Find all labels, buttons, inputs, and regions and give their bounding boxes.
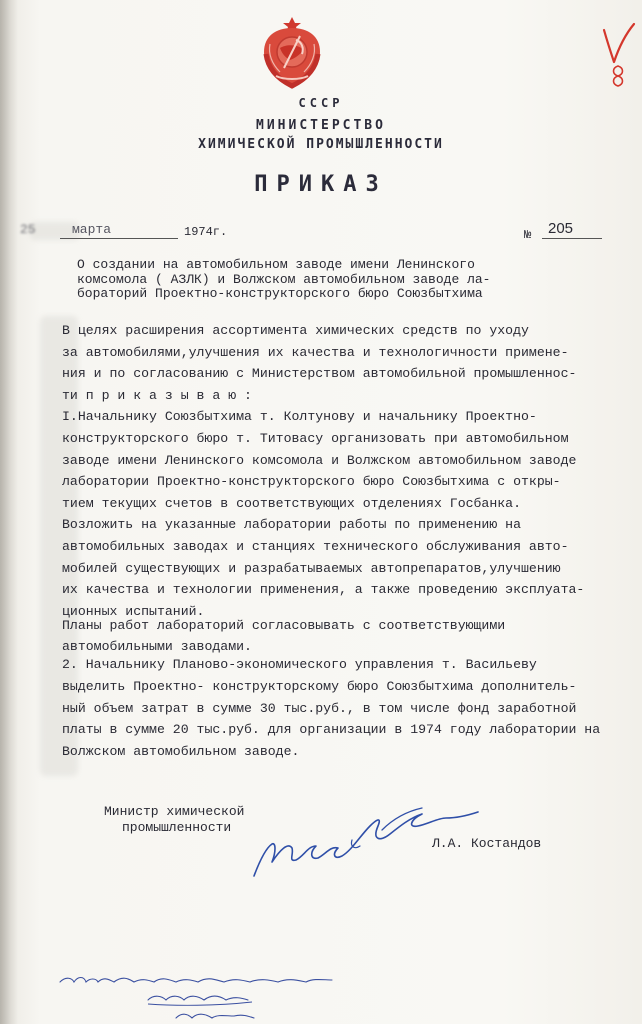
order-body [62, 320, 600, 762]
body-line: их качества и технологии применения, а также проведению эксплуата- [62, 582, 585, 598]
country-name: СССР [298, 96, 344, 110]
body-line: 2. Начальнику Планово-экономического управления т. Васильеву [62, 657, 537, 673]
date-year: 1974г. [184, 225, 228, 239]
order-number-underline [542, 238, 602, 239]
body-line: лаборатории Проектно-конструкторского бюро Союзбытхима с откры- [62, 474, 561, 490]
signer-title-line1: Министр химической [104, 804, 245, 819]
body-line: ти п р и к а з ы в а ю : [62, 387, 252, 403]
order-subject [77, 258, 490, 302]
ministry-title-line2: ХИМИЧЕСКОЙ ПРОМЫШЛЕННОСТИ [198, 137, 444, 152]
subject-line: бораторий Проектно-конструкторского бюро Союзбытхима [77, 286, 483, 301]
binding-shadow [0, 0, 18, 1024]
signer-name: Л.А. Костандов [432, 836, 542, 851]
signer-title-line2: промышленности [122, 820, 232, 835]
body-line: автомобильными заводами. [62, 639, 252, 655]
body-line: ционных испытаний. [62, 603, 205, 619]
body-line: платы в сумме 20 тыс.руб. для организации в 1974 году лаборатории на [62, 722, 601, 738]
body-line: заводе имени Ленинского комсомола и Волжском автомобильном заводе [62, 452, 577, 468]
signature-icon [232, 790, 492, 880]
body-line: ния и по согласованию с Министерством автомобильной промышленнос- [62, 366, 577, 382]
check-mark-icon [596, 22, 640, 92]
body-line: ный объем затрат в сумме 30 тыс.руб., в том числе фонд заработной [62, 700, 577, 716]
subject-line: комсомола ( АЗЛК) и Волжском автомобильном заводе ла- [77, 271, 491, 287]
body-line: I.Начальнику Союзбытхима т. Колтунову и начальнику Проектно- [62, 409, 537, 425]
ministry-title-line1: МИНИСТЕРСТВО [256, 118, 386, 133]
body-line: конструкторского бюро т. Титовасу организовать при автомобильном [62, 430, 569, 446]
body-line: выделить Проектно- конструкторскому бюро Союзбытхима дополнитель- [62, 678, 577, 694]
date-underline [60, 238, 178, 239]
body-line: В целях расширения ассортимента химических средств по уходу [62, 323, 529, 338]
date-month: марта [72, 222, 112, 237]
date-day: 25 [20, 222, 36, 237]
body-line: Возложить на указанные лаборатории работы по применению на [62, 517, 521, 533]
order-number: 205 [548, 220, 574, 237]
body-line: автомобильных заводах и станциях технического обслуживания авто- [62, 538, 569, 554]
subject-line: О создании на автомобильном заводе имени Ленинского [77, 257, 475, 272]
body-line: мобилей существующих и разрабатываемых автопрепаратов,улучшению [62, 560, 561, 576]
body-line: за автомобилями,улучшения их качества и технологичности примене- [62, 344, 569, 360]
signer-title [104, 804, 244, 836]
body-line: Планы работ лабораторий согласовывать с соответствующими [62, 617, 506, 633]
body-line: тием текущих счетов в соответствующих отделениях Госбанка. [62, 495, 521, 511]
handwritten-note-icon [56, 966, 376, 1024]
document-type-title: ПРИКАЗ [254, 172, 388, 197]
order-number-label: № [524, 228, 532, 242]
state-emblem-icon [256, 14, 328, 92]
body-line: Волжском автомобильном заводе. [62, 743, 300, 759]
